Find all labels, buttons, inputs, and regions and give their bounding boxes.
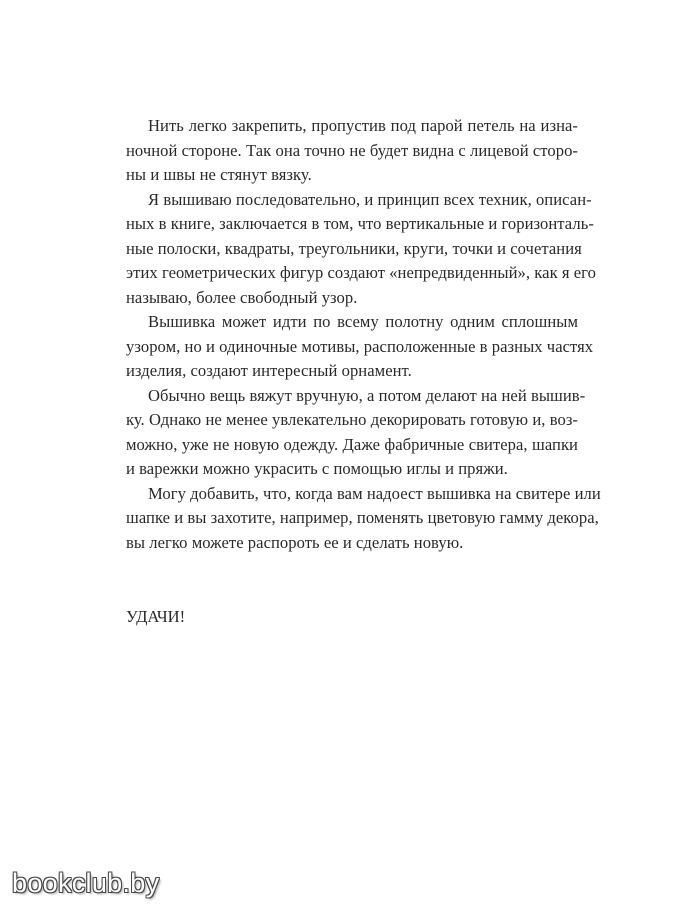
text-line: этих геометрических фигур создают «непредвиденный», как я его <box>126 263 596 282</box>
text-line: ны и швы не стянут вязку. <box>126 165 312 184</box>
text-line: можно, уже не новую одежду. Даже фабричные свитера, шапки <box>126 434 578 454</box>
watermark-logo: bookclub.by <box>12 868 160 898</box>
text-line: Могу добавить, что, когда вам надоест вышивка на свитере или <box>148 483 601 503</box>
closing-line: УДАЧИ! <box>126 607 186 626</box>
text-line: Нить легко закрепить, пропустив под парой петель на изна- <box>148 116 578 135</box>
text-line: вы легко можете распороть ее и сделать новую. <box>126 532 464 552</box>
text-line: называю, более свободный узор. <box>126 287 358 307</box>
text-line: ных в книге, заключается в том, что вертикальные и горизонталь- <box>126 214 594 233</box>
text-line: ночной стороне. Так она точно не будет видна с лицевой сторо- <box>126 140 578 160</box>
text-line: Я вышиваю последовательно, и принцип всех техник, описан- <box>148 189 592 209</box>
text-line: Обычно вещь вяжут вручную, а потом делают на ней вышив- <box>148 385 586 405</box>
text-line: ные полоски, квадраты, треугольники, круги, точки и сочетания <box>126 238 582 258</box>
text-line: шапке и вы захотите, например, поменять цветовую гамму декора, <box>126 508 599 527</box>
text-line: и варежки можно украсить с помощью иглы и пряжи. <box>126 459 508 478</box>
text-line: Вышивка может идти по всему полотну одним сплошным <box>148 312 578 331</box>
text-line: изделия, создают интересный орнамент. <box>126 361 412 380</box>
text-line: узором, но и одиночные мотивы, расположенные в разных частях <box>126 336 594 356</box>
body-text <box>126 114 601 555</box>
text-line: ку. Однако не менее увлекательно декорировать готовую и, воз- <box>126 410 578 429</box>
